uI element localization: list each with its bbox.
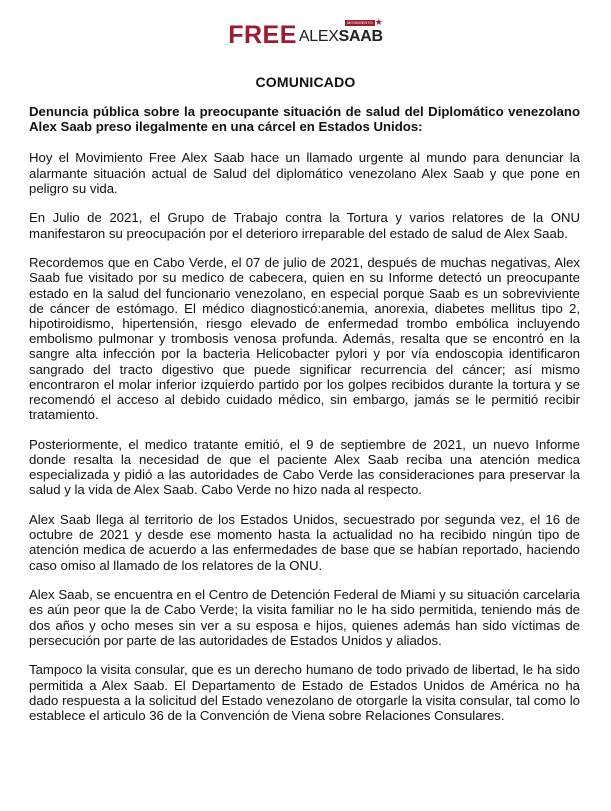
paragraph-1: Hoy el Movimiento Free Alex Saab hace un llamado urgente al mundo para denunciar la alarmante situación actual de Salud del diplomático venezolano Alex Saab y que pone en peligro su vida. (29, 150, 580, 196)
document-title: COMUNICADO (255, 74, 356, 90)
paragraph-7: Tampoco la visita consular, que es un derecho humano de todo privado de libertad, le ha sido permitida a Alex Saab. El Departamento de Estado de Estados Unidos de América no ha dado respuesta a la solicitud del Estado venezolano de otorgarle la visita consular, tal como lo establece el articulo 36 de la Convención de Viena sobre Relaciones Consulares. (29, 662, 580, 724)
paragraph-5: Alex Saab llega al territorio de los Estados Unidos, secuestrado por segunda vez, el 16 de octubre de 2021 y desde ese momento hasta la actualidad no ha recibido ningún tipo de atención medica de acuerdo a las enfermedades de base que se habían reportado, haciendo caso omiso al llamado de los relatores de la ONU. (29, 512, 580, 573)
logo-alex-text: ALEX (298, 28, 339, 45)
logo-name-wrap (298, 17, 383, 46)
paragraph-4: Posteriormente, el medico tratante emitió, el 9 de septiembre de 2021, un nuevo Informe donde resalta la necesidad de que el paciente Alex Saab reciba una atención medica especializada y pidió a las autoridades de Cabo Verde las consideraciones para preservar la salud y la vida de Alex Saab. Cabo Verde no hizo nada al respecto. (29, 436, 580, 498)
document-body (29, 104, 580, 738)
logo-free-text: FREE (228, 21, 297, 49)
document-subtitle: Denuncia pública sobre la preocupante situación de salud del Diplomático venezolano Alex Saab preso ilegalmente en una cárcel en Estados Unidos: (29, 104, 580, 135)
star-icon: ★ (374, 17, 383, 27)
logo-saab-text: SAAB (338, 28, 383, 45)
logo-name-text (299, 28, 383, 46)
paragraph-3: Recordemos que en Cabo Verde, el 07 de julio de 2021, después de muchas negativas, Alex Saab fue visitado por su medico de cabecera, quien en su Informe detectó un preocupante estado en la salud del funcionario venezolano, en especial porque Saab es un sobreviviente de cáncer de estómago. El médico diagnosticó:anemia, anorexia, diabetes mellitus tipo 2, hipotiroidismo, hipertensión, riesgo elevado de enfermedad trombo embólica incluyendo embolismo pulmonar y trombosis venosa profunda. Además, resalta que se encontró en la sangre alta infección por la bacteria Helicobacter pylori y por vía endoscopia identificaron sangrado del tracto digestivo que puede significar recurrencia del cáncer; así mismo encontraron el molar inferior izquierdo partido por los golpes recibidos durante la tortura y se recomendó el acceso al debido cuidado médico, sin embargo, jamás se le permitió recibir tratamiento. (29, 255, 580, 423)
logo-tag: MOVIMIENTO (347, 20, 373, 25)
paragraph-2: En Julio de 2021, el Grupo de Trabajo contra la Tortura y varios relatores de la ONU manifestaron su preocupación por el deterioro irreparable del estado de salud de Alex Saab. (29, 210, 580, 241)
paragraph-6: Alex Saab, se encuentra en el Centro de Detención Federal de Miami y su situación carcelaria es aún peor que la de Cabo Verde; la visita familiar no le ha sido permitida, teniendo más de dos años y ocho meses sin ver a su esposa e hijos, quienes además han sido víctimas de persecución por parte de las autoridades de Estados Unidos y aliados. (29, 587, 580, 648)
free-alex-saab-logo (0, 17, 611, 54)
